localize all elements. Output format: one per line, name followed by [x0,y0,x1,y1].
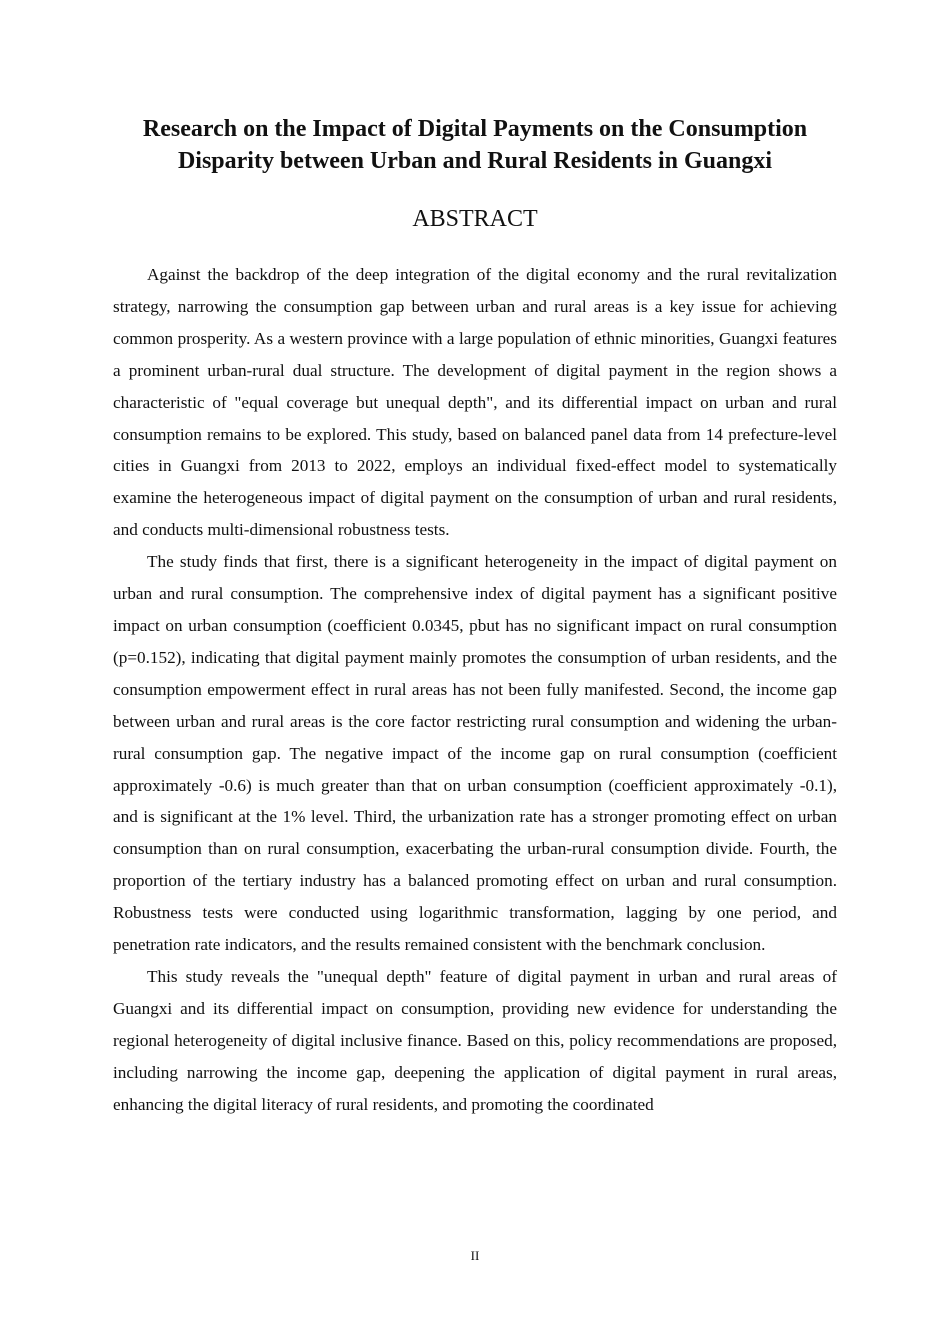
paper-title [100,113,850,177]
section-heading: ABSTRACT [412,206,538,232]
abstract-paragraph-2: The study finds that first, there is a significant heterogeneity in the impact of digital payment on urban and rural consumption. The comprehensive index of digital payment has a significant positive impact on urban consumption (coefficient 0.0345, pbut has no significant impact on rural consumption (p=0.152), indicating that digital payment mainly promotes the consumption of urban residents, and the consumption empowerment effect in rural areas has not been fully manifested. Second, the income gap between urban and rural areas is the core factor restricting rural consumption and widening the urban-rural consumption gap. The negative impact of the income gap on rural consumption (coefficient approximately -0.6) is much greater than that on urban consumption (coefficient approximately -0.1), and is significant at the 1% level. Third, the urbanization rate has a stronger promoting effect on urban consumption than on rural consumption, exacerbating the urban-rural consumption divide. Fourth, the proportion of the tertiary industry has a balanced promoting effect on urban and rural consumption. Robustness tests were conducted using logarithmic transformation, lagging by one period, and penetration rate indicators, and the results remained consistent with the benchmark conclusion. [113,552,837,955]
abstract-body [113,259,837,1120]
page-number: II [470,1248,480,1263]
abstract-paragraph-1: Against the backdrop of the deep integration of the digital economy and the rural revitalization strategy, narrowing the consumption gap between urban and rural areas is a key issue for achieving common prosperity. As a western province with a large population of ethnic minorities, Guangxi features a prominent urban-rural dual structure. The development of digital payment in the region shows a characteristic of "equal coverage but unequal depth", and its differential impact on urban and rural consumption remains to be explored. This study, based on balanced panel data from 14 prefecture-level cities in Guangxi from 2013 to 2022, employs an individual fixed-effect model to systematically examine the heterogeneous impact of digital payment on the consumption of urban and rural residents, and conducts multi-dimensional robustness tests. [113,265,837,540]
abstract-paragraph-3: This study reveals the "unequal depth" feature of digital payment in urban and rural areas of Guangxi and its differential impact on consumption, providing new evidence for understanding the regional heterogeneity of digital inclusive finance. Based on this, policy recommendations are proposed, including narrowing the income gap, deepening the application of digital payment in rural areas, enhancing the digital literacy of rural residents, and promoting the coordinated [113,966,837,1114]
paper-title-line-1: Research on the Impact of Digital Payments on the Consumption [142,116,808,142]
paper-title-line-2: Disparity between Urban and Rural Residents in Guangxi [177,148,773,174]
